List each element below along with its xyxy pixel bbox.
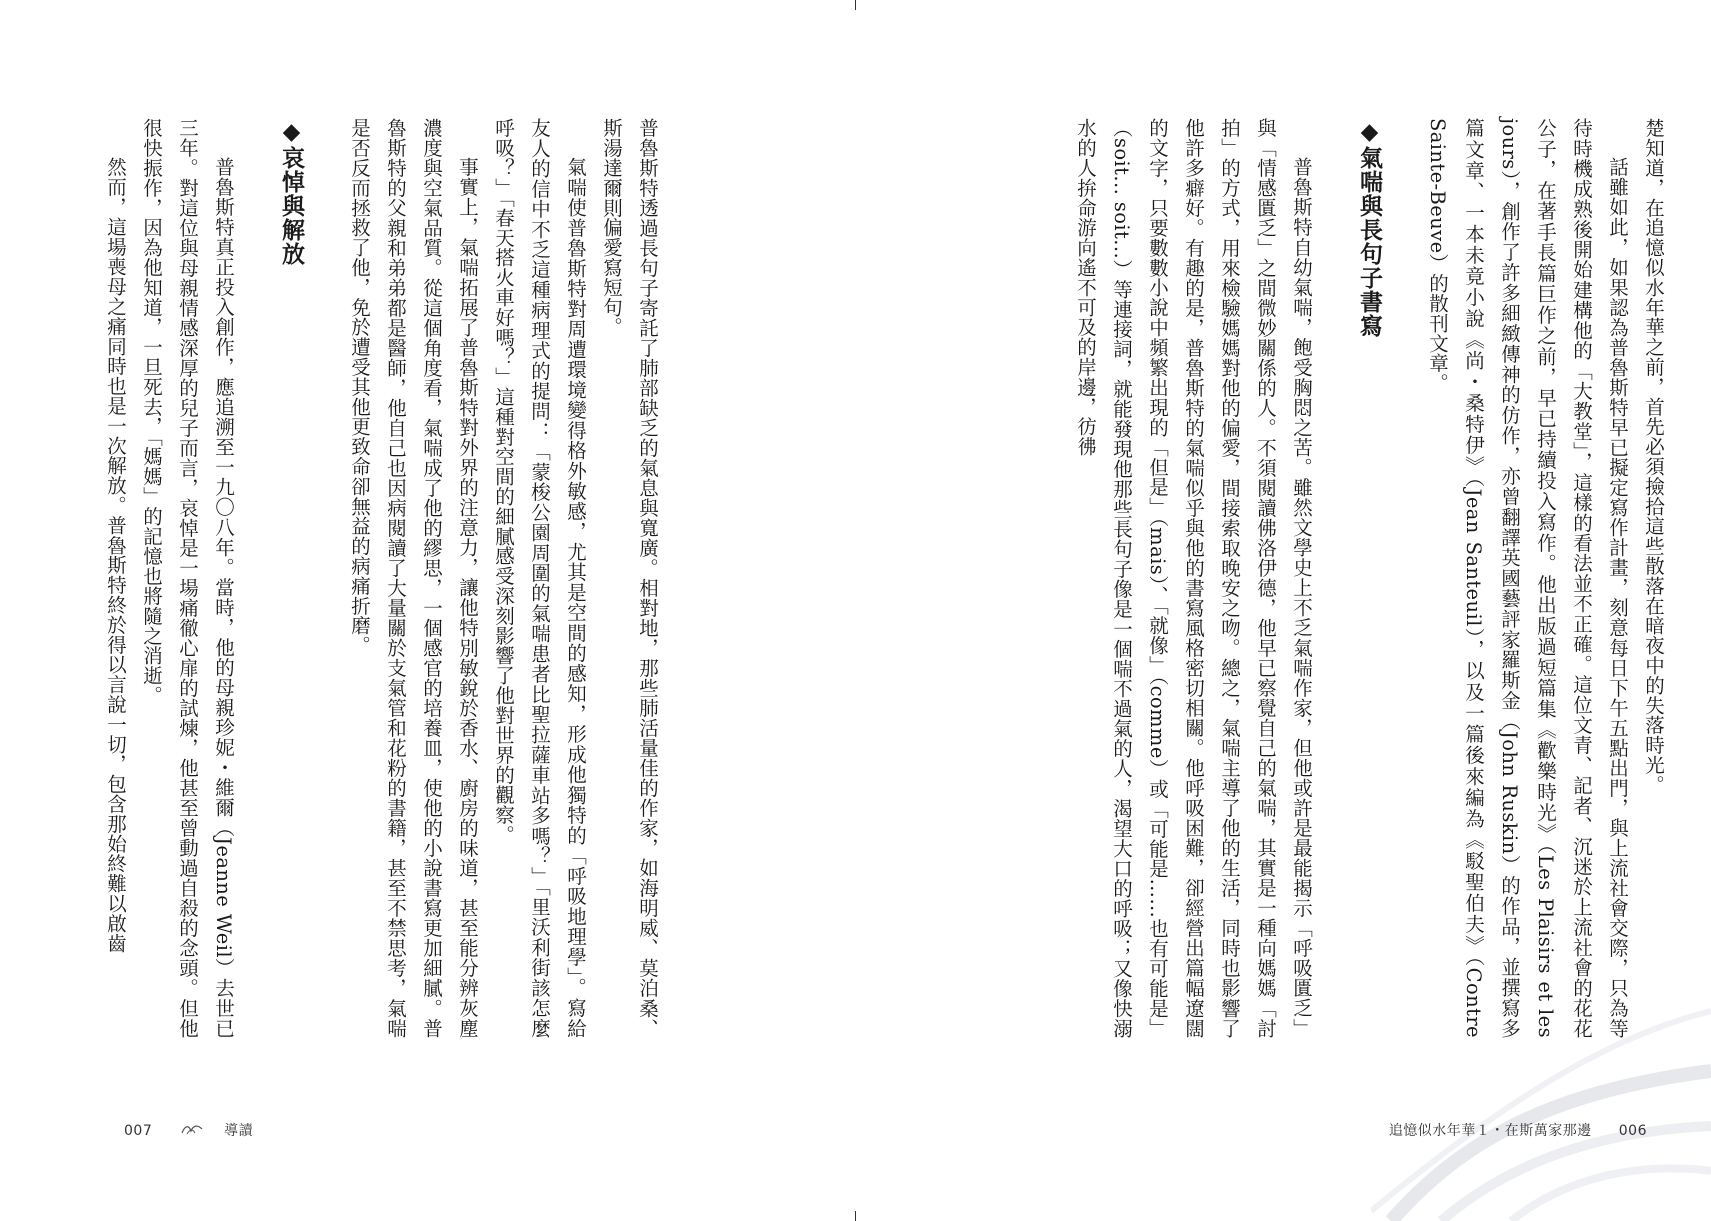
paragraph: 事實上，氣喘拓展了普魯斯特對外界的注意力，讓他特別敏銳於香水、廚房的味道，甚至能分辨灰塵濃度與空氣品質。從這個角度看，氣喘成了他的繆思，一個感官的培養皿，使他的小說書寫更加細膩。普魯斯特的父親和弟弟都是醫師，他自己也因病閱讀了大量關於支氣管和花粉的書籍，甚至不禁思考，氣喘是否反而拯救了他，免於遭受其他更致命卻無益的病痛折磨。 [348,118,479,1038]
paragraph: 普魯斯特自幼氣喘，飽受胸悶之苦。雖然文學史上不乏氣喘作家，但他或許是最能揭示「呼吸匱乏」與「情感匱乏」之間微妙關係的人。不須閱讀佛洛伊德，他早已察覺自己的氣喘，其實是一種向媽媽「討拍」的方式，用來檢驗媽媽對他的偏愛，間接索取晚安之吻。總之，氣喘主導了他的生活，同時也影響了他許多癖好。有趣的是，普魯斯特的氣喘似乎與他的書寫風格密切相關。他呼吸困難，卻經營出篇幅遼闊的文字，只要數數小說中頻繁出現的「但是」（mais）、「就像」（comme）或「可能是……也有可能是」（soit... soit...）等連接詞，就能發現他那些長句子像是一個喘不過氣的人，渴望大口的呼吸；又像快溺水的人拚命游向遙不可及的岸邊，彷彿 [1074,118,1313,1038]
running-title: 追憶似水年華１・在斯萬家那邊 [1388,1123,1592,1139]
running-title: 導讀 [224,1123,254,1139]
wave-logo-icon [181,1123,203,1139]
left-page-footer [118,1120,253,1140]
diamond-icon: ◆ [278,118,305,146]
right-page-text-column [916,118,1671,1038]
page-number: 007 [124,1123,153,1139]
page-right [856,0,1711,1221]
paragraph: 普魯斯特透過長句子寄託了肺部缺乏的氣息與寬廣。相對地，那些肺活量佳的作家，如海明威、莫泊桑、斯湯達爾則偏愛寫短句。 [600,118,659,1038]
left-page-text-column [104,118,665,1038]
right-page-footer [1389,1120,1653,1140]
paragraph: 普魯斯特真正投入創作，應追溯至一九〇八年。當時，他的母親珍妮・維爾（Jeanne Weil）去世已三年。對這位與母親情感深厚的兒子而言，哀悼是一場痛徹心扉的試煉，他甚至曾動過自殺的念頭。但他很快振作，因為他知道，一旦死去，「媽媽」的記憶也將隨之消逝。 [140,118,235,1038]
section-heading-text: 哀悼與解放 [278,146,305,266]
section-heading-text: 氣喘與長句子書寫 [1356,146,1383,338]
section-heading [273,118,309,1038]
paragraph: 楚知道，在追憶似水年華之前，首先必須撿拾這些散落在暗夜中的失落時光。 [1642,118,1665,795]
paragraph: 氣喘使普魯斯特對周遭環境變得格外敏感，尤其是空間的感知，形成他獨特的「呼吸地理學」。寫給友人的信中不乏這種病理式的提問：「蒙梭公園周圍的氣喘患者比聖拉薩車站多嗎？」「里沃利街該怎麼呼吸？」「春天搭火車好嗎？」這種對空間的細膩感受深刻影響了他對世界的觀察。 [492,118,587,1038]
page-left [0,0,855,1221]
diamond-icon: ◆ [1356,118,1383,146]
paragraph: 話雖如此，如果認為普魯斯特早已擬定寫作計畫，刻意每日下午五點出門，與上流社會交際，只為等待時機成熟後開始建構他的「大教堂」，這樣的看法並不正確。這位文青、記者、沉迷於上流社會的花花公子，在著手長篇巨作之前，早已持續投入寫作。他出版過短篇集《歡樂時光》（Les Plaisirs et les jours），創作了許多細緻傳神的仿作，亦曾翻譯英國藝評家羅斯金（John Ruskin）的作品，並撰寫多篇文章、一本未竟小說《尚・桑特伊》（Jean Santeuil），以及一篇後來編為《駁聖伯夫》（Contre Sainte-Beuve）的散刊文章。 [1426,118,1629,1038]
section-heading [1351,118,1387,1038]
page-number: 006 [1618,1123,1647,1139]
paragraph: 然而，這場喪母之痛同時也是一次解放。普魯斯特終於得以言說一切，包含那始終難以啟齒 [104,157,127,953]
